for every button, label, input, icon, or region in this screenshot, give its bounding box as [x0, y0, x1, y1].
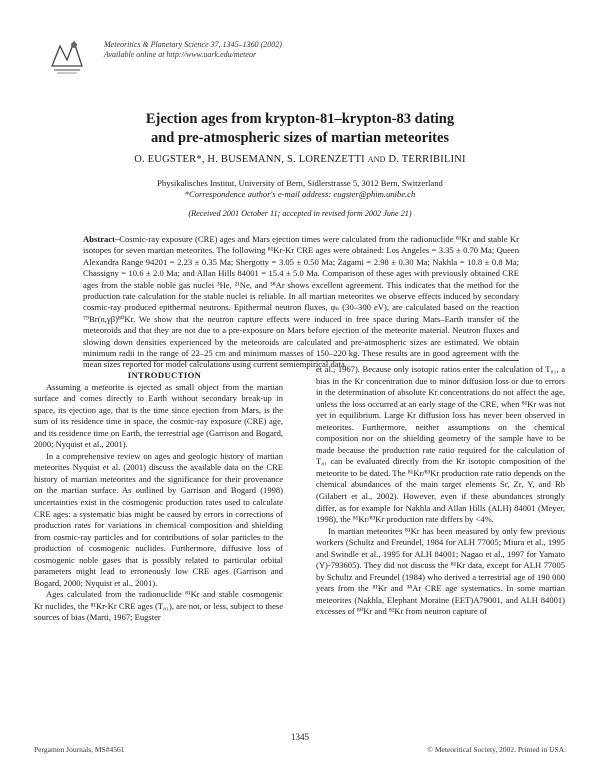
author-list: [0, 154, 600, 165]
body-paragraph: In a comprehensive review on ages and geologic history of martian meteorites Nyquist et al. (2001) discuss the available data on the CRE history of martian meteorites and the significance for their provenance on the martian surface. As outlined by Garrison and Bogard (1998) uncertainties exist in the cosmogenic production rates used to calculate CRE ages: a systematic bias might be caused by errors in corrections of production rates for variations in chemical composition and shielding from cosmic-ray particles and for contributions of solar particles to the production of cosmogenic nuclides. Furthermore, diffusive loss of cosmogenic noble gases that is possibly related to particular orbital parameters might lead to erroneously low CRE ages (Garrison and Bogard, 2000; Nyquist et al., 2001).: [34, 450, 283, 588]
journal-line-1: Meteoritics & Planetary Science 37, 1345–1360 (2002): [104, 40, 282, 49]
journal-logo-icon: [48, 36, 86, 76]
article-title: [0, 110, 600, 148]
abstract-text: Cosmic-ray exposure (CRE) ages and Mars ejection times were calculated from the radionuclide ⁸¹Kr and stable Kr isotopes for seven martian meteorites. The following ⁸¹Kr-Kr CRE ages were obtained: Los Angeles = 3.35 ± 0.70 Ma; Queen Alexandra Range 94201 = 2.23 ± 0.35 Ma; Shergotty = 3.05 ± 0.50 Ma; Zagami = 2.98 ± 0.30 Ma; Nakhla = 10.8 ± 0.8 Ma; Chassigny = 10.6 ± 2.0 Ma; and Allan Hills 84001 = 15.4 ± 5.0 Ma. Comparison of these ages with previously obtained CRE ages from the stable noble gas nuclei ³He, ²¹Ne, and ³⁸Ar shows excellent agreement. This indicates that the method for the production rate calculation for the stable nuclei is reliable. In all martian meteorites we observe effects induced by secondary cosmic-ray produced epithermal neutrons. Epithermal neutron fluxes, φₙ (30–300 eV), are calculated based on the reaction ⁷⁹Br(n,γβ)⁸⁰Kr. We show that the neutron capture effects were induced in free space during Mars–Earth transfer of the meteoroids and that they are not due to a pre-exposure on Mars before ejection of the meteorite material. Neutron fluxes and slowing down densities experienced by the meteoroids are calculated and pre-atmospheric sizes are estimated. We obtain minimum radii in the range of 22–25 cm and minimum masses of 150–220 kg. These results are in good agreement with the mean sizes reported for model calculations using current semiempirical data.: [83, 234, 519, 370]
footer-right: © Meteoritical Society, 2002. Printed in USA.: [427, 745, 566, 754]
journal-line-2: Available online at http://www.uark.edu/meteor: [104, 49, 257, 59]
correspondence-email[interactable]: eugster@phim.unibe.ch: [333, 189, 416, 199]
title-line-1: Ejection ages from krypton-81–krypton-83 dating: [145, 111, 455, 127]
body-paragraph: Ages calculated from the radionuclide ⁸¹Kr and stable cosmogenic Kr nuclides, the ⁸¹Kr-Kr CRE ages (T₈₁), are not, or less, subject to these sources of bias (Marti, 1967; Eugster: [34, 589, 283, 623]
correspondence-label: *Correspondence author's e-mail address:: [184, 189, 332, 199]
abstract: [83, 234, 519, 371]
correspondence: [0, 189, 600, 200]
authors: O. EUGSTER*, H. BUSEMANN, S. LORENZETTI: [134, 154, 365, 165]
received-dates: (Received 2001 October 11; accepted in revised form 2002 June 21): [188, 209, 412, 218]
last-author: D. TERRIBILINI: [388, 154, 466, 165]
right-column: [316, 364, 565, 618]
abstract-label: Abstract–: [83, 234, 120, 244]
left-column: [34, 370, 283, 624]
page-number: 1345: [291, 732, 309, 742]
authors-and: AND: [367, 155, 386, 164]
footer-left: Pergamon Journals, MS#4561: [34, 745, 125, 754]
body-paragraph: Assuming a meteorite is ejected as small object from the martian surface and comes directly to Earth without secondary break-up in space, its ejection age, that is the time since ejection from Mars, is the sum of its residence time in space, the cosmic-ray exposure (CRE) age, and its residence time on Earth, the terrestrial age (Garrison and Bogard, 2000; Nyquist et al., 2001).: [34, 381, 283, 450]
journal-citation: [104, 40, 282, 59]
title-line-2: and pre-atmospheric sizes of martian meteorites: [150, 130, 450, 146]
section-heading-introduction: INTRODUCTION: [127, 370, 202, 380]
body-paragraph: et al., 1967). Because only isotopic ratios enter the calculation of T₈₁, a bias in the Kr concentration due to minor diffusion loss or due to errors in the determination of absolute Kr concentrations do not affect the age, unless the loss occurred at an early stage of the CRE, when ⁸¹Kr was not yet in equilibrium. Large Kr diffusion loss has never been observed in meteorites. Furthermore, neither assumptions on the chemical composition nor on the shielding geometry of the sample have to be made because the production rate ratio required for the calculation of T₈₁ can be evaluated directly from the Kr isotopic composition of the meteorite to be dated. The ⁸¹Kr/⁸³Kr production rate ratio depends on the chemical abundances of the main target elements Sr, Zr, Y, and Rb (Gilabert et al., 2002). However, even if these abundances strongly differ, as for example for Nakhla and Allan Hills (ALH) 84001 (Meyer, 1998), the ⁸¹Kr/⁸³Kr production rate differs by <4%.: [316, 364, 565, 525]
abstract-divider: [83, 360, 519, 361]
affiliation-block: [0, 178, 600, 200]
body-paragraph: In martian meteorites ⁸¹Kr has been measured by only few previous workers (Schultz and Freundel, 1984 for ALH 77005; Miura et al., 1995 and Swindle et al., 1995 for ALH 84001; Nagao et al., 1997 for Yamato (Y)-793605). They did not discuss the ⁸¹Kr data, except for ALH 77005 by Schultz and Freundel (1984) who derived a terrestrial age of 190 000 years from the ⁸¹Kr and ³⁸Ar CRE age systematics. In some martian meteorites (Nakhla, Elephant Moraine (EET)A79001, and ALH 84001) excesses of ⁸⁰Kr and ⁸²Kr from neutron capture of: [316, 525, 565, 617]
affiliation: Physikalisches Institut, University of Bern, Sidlerstrasse 5, 3012 Bern, Switzerland: [157, 178, 443, 188]
